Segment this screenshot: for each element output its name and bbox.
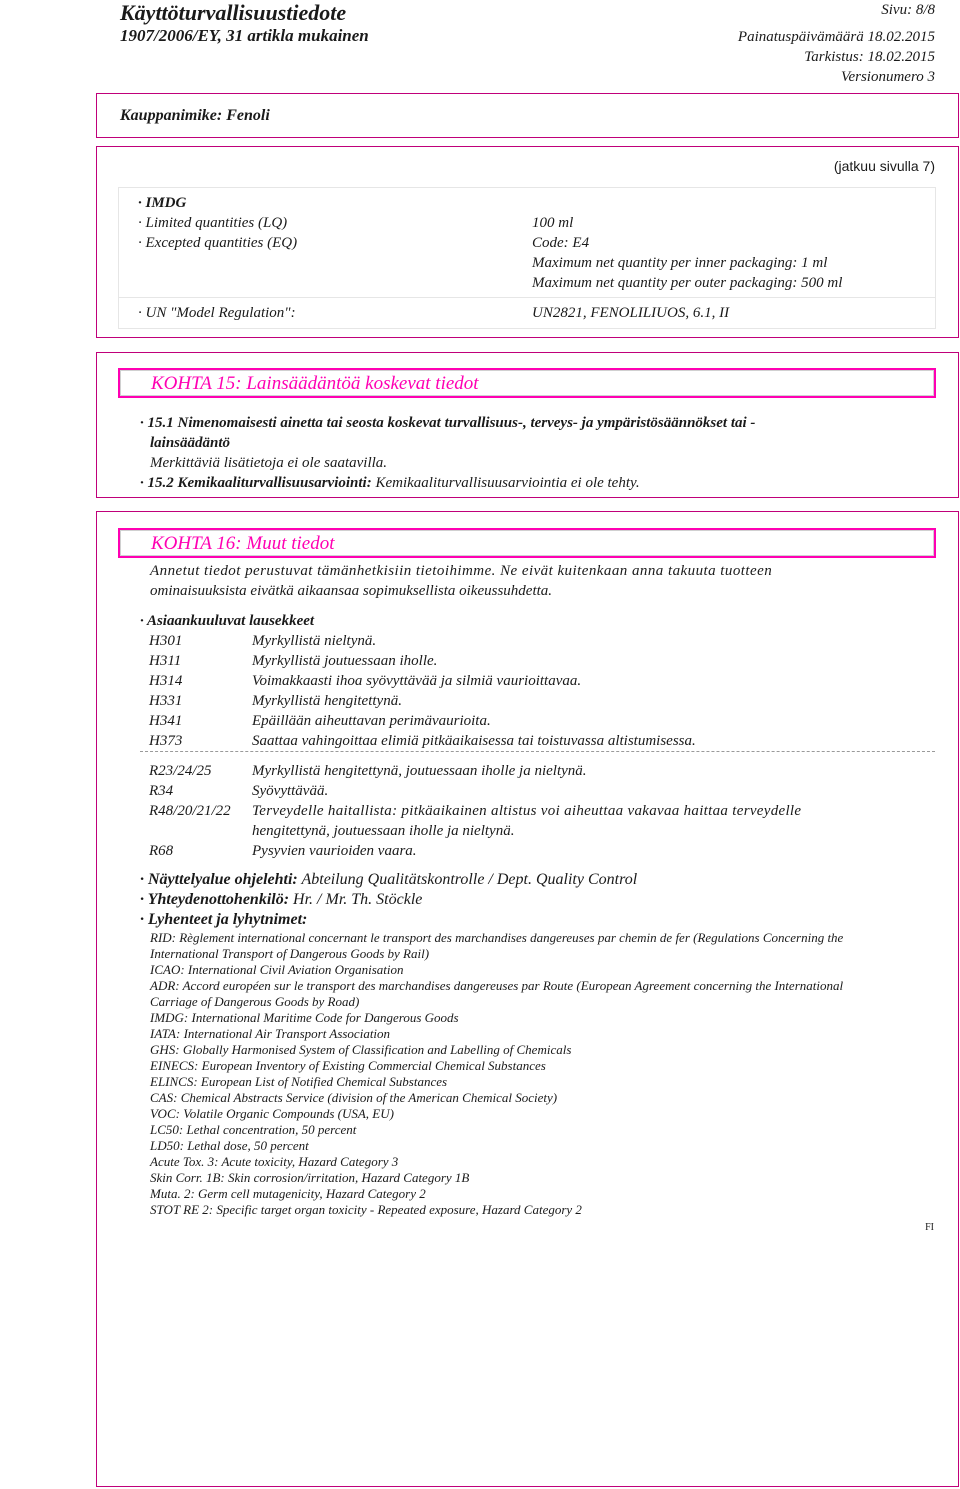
continued-note: (jatkuu sivulla 7) [833, 158, 935, 174]
abbreviation-item: VOC: Volatile Organic Compounds (USA, EU) [150, 1106, 394, 1121]
department-value: Abteilung Qualitätskontrolle / Dept. Quality Control [301, 871, 638, 888]
document-title: Käyttöturvallisuustiedote [120, 0, 347, 25]
eq-outer: Maximum net quantity per outer packaging: 500 ml [532, 275, 843, 291]
un-divider [119, 297, 935, 298]
r-phrase-text: Terveydelle haitallista: pitkäaikainen altistus voi aiheuttaa vakavaa haittaa terveydelle [252, 803, 802, 819]
section-15-heading: KOHTA 15: Lainsäädäntöä koskevat tiedot [120, 370, 934, 396]
h-phrase-code: H311 [149, 653, 182, 669]
imdg-title: · IMDG [138, 195, 187, 211]
abbreviation-item: ADR: Accord européen sur le transport des marchandises dangereuses par Route (European Agreement concerning the International [150, 978, 844, 993]
h-phrase-text: Myrkyllistä hengitettynä. [252, 693, 402, 709]
contact-line [140, 890, 422, 910]
r-phrase-text: Myrkyllistä hengitettynä, joutuessaan iholle ja nieltynä. [252, 763, 587, 779]
eq-value: Code: E4 [532, 235, 590, 251]
country-code: FI [925, 1222, 934, 1233]
h-phrase-text: Saattaa vahingoittaa elimiä pitkäaikaisessa tai toistuvassa altistumisessa. [252, 733, 696, 749]
abbreviation-item: LC50: Lethal concentration, 50 percent [150, 1122, 357, 1137]
s151-text: Merkittäviä lisätietoja ei ole saatavilla. [150, 455, 388, 471]
page-number: Sivu: 8/8 [881, 2, 935, 18]
abbreviation-item: IATA: International Air Transport Association [150, 1026, 391, 1041]
r-phrase-text: Pysyvien vaurioiden vaara. [252, 843, 417, 859]
h-phrase-code: H314 [149, 673, 183, 689]
r-phrase-code: R48/20/21/22 [149, 803, 231, 819]
department-label: · Näyttelyalue ohjelehti: [140, 871, 298, 888]
abbreviation-item: STOT RE 2: Specific target organ toxicity - Repeated exposure, Hazard Category 2 [150, 1202, 582, 1217]
abbreviation-item: LD50: Lethal dose, 50 percent [150, 1138, 309, 1153]
phrase-divider [140, 751, 935, 752]
revision-date: Tarkistus: 18.02.2015 [804, 49, 935, 65]
abbreviation-item: Acute Tox. 3: Acute toxicity, Hazard Category 3 [150, 1154, 399, 1169]
abbreviation-item: CAS: Chemical Abstracts Service (division of the American Chemical Society) [150, 1090, 558, 1105]
h-phrase-text: Myrkyllistä joutuessaan iholle. [252, 653, 438, 669]
section-16-heading: KOHTA 16: Muut tiedot [120, 530, 934, 556]
trade-name: Kauppanimike: Fenoli [120, 107, 270, 124]
contact-value: Hr. / Mr. Th. Stöckle [293, 891, 423, 908]
abbreviations-title: · Lyhenteet ja lyhytnimet: [140, 911, 308, 928]
h-phrase-code: H301 [149, 633, 183, 649]
s151-title-1: · 15.1 Nimenomaisesti ainetta tai seosta koskevat turvallisuus-, terveys- ja ympäristösäännökset tai - [140, 415, 756, 431]
abbreviation-item: Skin Corr. 1B: Skin corrosion/irritation, Hazard Category 1B [150, 1170, 470, 1185]
contact-label: · Yhteydenottohenkilö: [140, 891, 290, 908]
s16-intro-2: ominaisuuksista eivätkä aikaansaa sopimuksellista oikeussuhdetta. [150, 583, 553, 599]
h-phrase-code: H341 [149, 713, 183, 729]
phrases-title: · Asiaankuuluvat lausekkeet [140, 613, 315, 629]
abbreviation-item: ELINCS: European List of Notified Chemical Substances [150, 1074, 448, 1089]
h-phrase-code: H373 [149, 733, 183, 749]
r-phrase-code: R23/24/25 [149, 763, 212, 779]
abbreviation-item: EINECS: European Inventory of Existing Commercial Chemical Substances [150, 1058, 546, 1073]
un-value: UN2821, FENOLILIUOS, 6.1, II [532, 305, 730, 321]
h-phrase-text: Voimakkaasti ihoa syövyttävää ja silmiä vaurioittavaa. [252, 673, 582, 689]
abbreviation-item: Carriage of Dangerous Goods by Road) [150, 994, 360, 1009]
version-number: Versionumero 3 [840, 69, 935, 85]
s152-line [140, 473, 640, 493]
lq-value: 100 ml [532, 215, 574, 231]
r-phrase-text: hengitettynä, joutuessaan iholle ja nieltynä. [252, 823, 515, 839]
document-subtitle: 1907/2006/EY, 31 artikla mukainen [120, 26, 369, 45]
abbreviation-item: Muta. 2: Germ cell mutagenicity, Hazard Category 2 [150, 1186, 426, 1201]
s151-title-2: lainsäädäntö [150, 435, 231, 451]
abbreviation-item: IMDG: International Maritime Code for Dangerous Goods [150, 1010, 459, 1025]
abbreviation-item: ICAO: International Civil Aviation Organisation [150, 962, 404, 977]
department-line [140, 870, 637, 890]
h-phrase-text: Myrkyllistä nieltynä. [252, 633, 377, 649]
r-phrase-code: R68 [149, 843, 174, 859]
un-label: · UN "Model Regulation": [138, 305, 296, 321]
h-phrase-code: H331 [149, 693, 183, 709]
s16-intro-1: Annetut tiedot perustuvat tämänhetkisiin tietoihimme. Ne eivät kuitenkaan anna takuuta tuotteen [150, 563, 773, 579]
eq-label: · Excepted quantities (EQ) [138, 235, 298, 251]
abbreviation-item: RID: Règlement international concernant le transport des marchandises dangereuses par chemin de fer (Regulations Concerning the [150, 930, 844, 945]
abbreviation-item: GHS: Globally Harmonised System of Classification and Labelling of Chemicals [150, 1042, 572, 1057]
h-phrase-text: Epäillään aiheuttavan perimävaurioita. [252, 713, 491, 729]
s152-label: · 15.2 Kemikaaliturvallisuusarviointi: [140, 475, 372, 491]
print-date: Painatuspäivämäärä 18.02.2015 [737, 29, 935, 45]
r-phrase-text: Syövyttävää. [252, 783, 329, 799]
r-phrase-code: R34 [149, 783, 174, 799]
abbreviation-item: International Transport of Dangerous Goods by Rail) [150, 946, 430, 961]
s152-text: Kemikaaliturvallisuusarviointia ei ole tehty. [375, 475, 640, 491]
lq-label: · Limited quantities (LQ) [138, 215, 288, 231]
eq-inner: Maximum net quantity per inner packaging: 1 ml [532, 255, 828, 271]
